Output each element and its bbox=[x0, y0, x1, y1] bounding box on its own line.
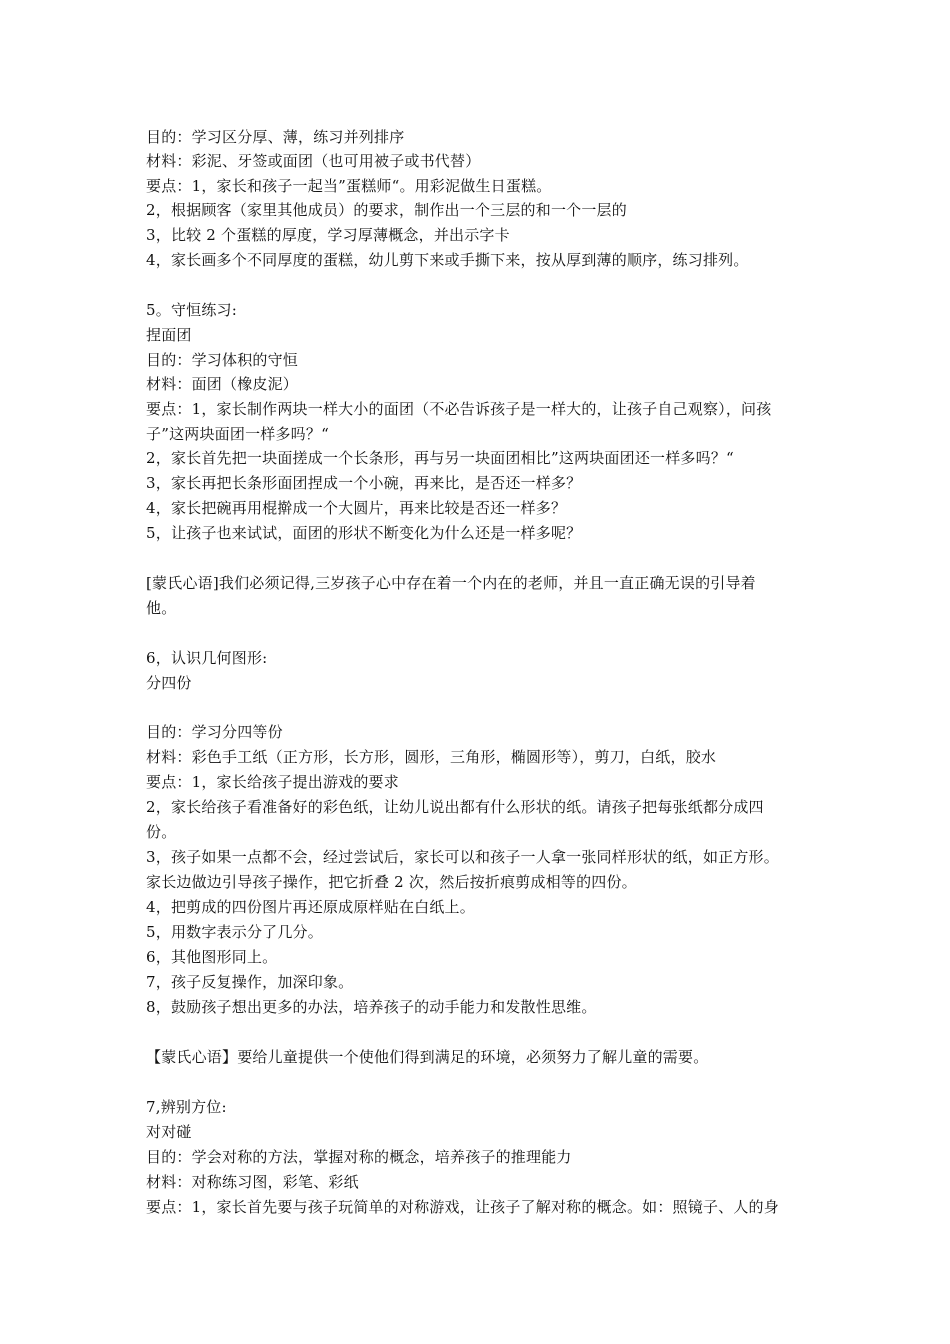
text-line: 份。 bbox=[146, 823, 177, 841]
text-line: 材料：彩泥、牙签或面团（也可用被子或书代替） bbox=[146, 152, 481, 170]
text-line: 7，孩子反复操作，加深印象。 bbox=[146, 973, 354, 991]
text-line: 要点：1，家长制作两块一样大小的面团（不必告诉孩子是一样大的，让孩子自己观察），问孩 bbox=[146, 400, 772, 418]
text-line: 3，比较 2 个蛋糕的厚度，学习厚薄概念，并出示字卡 bbox=[146, 226, 510, 244]
activity-title: 捏面团 bbox=[146, 326, 192, 344]
text-line: 8，鼓励孩子想出更多的办法，培养孩子的动手能力和发散性思维。 bbox=[146, 998, 597, 1016]
text-line: 4，家长画多个不同厚度的蛋糕，幼儿剪下来或手撕下来，按从厚到薄的顺序，练习排列。 bbox=[146, 251, 749, 269]
section-heading: 6，认识几何图形: bbox=[146, 649, 268, 667]
text-line: 要点：1，家长给孩子提出游戏的要求 bbox=[146, 773, 399, 791]
quote-line: 【蒙氏心语】要给儿童提供一个使他们得到满足的环境，必须努力了解儿童的需要。 bbox=[146, 1048, 709, 1066]
text-line: 2，根据顾客（家里其他成员）的要求，制作出一个三层的和一个一层的 bbox=[146, 201, 627, 219]
text-line: 6，其他图形同上。 bbox=[146, 948, 278, 966]
text-line: 3，家长再把长条形面团捏成一个小碗，再来比，是否还一样多？ bbox=[146, 474, 582, 492]
text-line: 目的：学会对称的方法，掌握对称的概念，培养孩子的推理能力 bbox=[146, 1148, 572, 1166]
activity-title: 分四份 bbox=[146, 674, 192, 692]
quote-line: [蒙氏心语]我们必须记得,三岁孩子心中存在着一个内在的老师，并且一直正确无误的引导着 bbox=[146, 574, 756, 592]
text-line: 3，孩子如果一点都不会，经过尝试后，家长可以和孩子一人拿一张同样形状的纸，如正方形。 bbox=[146, 848, 779, 866]
quote-line: 他。 bbox=[146, 599, 177, 617]
text-line: 目的：学习体积的守恒 bbox=[146, 351, 299, 369]
text-line: 材料：彩色手工纸（正方形，长方形，圆形，三角形，椭圆形等），剪刀，白纸，胶水 bbox=[146, 748, 717, 766]
text-line: 要点：1，家长首先要与孩子玩简单的对称游戏，让孩子了解对称的概念。如：照镜子、人的身 bbox=[146, 1198, 779, 1216]
text-line: 2，家长首先把一块面搓成一个长条形，再与另一块面团相比”这两块面团还一样多吗？“ bbox=[146, 449, 734, 467]
text-line: 4，家长把碗再用棍擀成一个大圆片，再来比较是否还一样多？ bbox=[146, 499, 567, 517]
text-line: 家长边做边引导孩子操作，把它折叠 2 次，然后按折痕剪成相等的四份。 bbox=[146, 873, 637, 891]
text-line: 4，把剪成的四份图片再还原成原样贴在白纸上。 bbox=[146, 898, 475, 916]
text-line: 目的：学习分四等份 bbox=[146, 723, 283, 741]
text-line: 5，用数字表示分了几分。 bbox=[146, 923, 323, 941]
text-line: 子”这两块面团一样多吗？“ bbox=[146, 425, 329, 443]
section-heading: 7,辨别方位: bbox=[146, 1098, 227, 1116]
text-line: 2，家长给孩子看准备好的彩色纸，让幼儿说出都有什么形状的纸。请孩子把每张纸都分成四 bbox=[146, 798, 764, 816]
text-line: 要点：1，家长和孩子一起当”蛋糕师“。用彩泥做生日蛋糕。 bbox=[146, 177, 552, 195]
activity-title: 对对碰 bbox=[146, 1123, 192, 1141]
text-line: 5，让孩子也来试试，面团的形状不断变化为什么还是一样多呢？ bbox=[146, 524, 582, 542]
text-line: 材料：面团（橡皮泥） bbox=[146, 375, 299, 393]
section-heading: 5。守恒练习: bbox=[146, 301, 237, 319]
text-line: 材料：对称练习图，彩笔、彩纸 bbox=[146, 1173, 359, 1191]
text-line: 目的：学习区分厚、薄，练习并列排序 bbox=[146, 128, 405, 146]
